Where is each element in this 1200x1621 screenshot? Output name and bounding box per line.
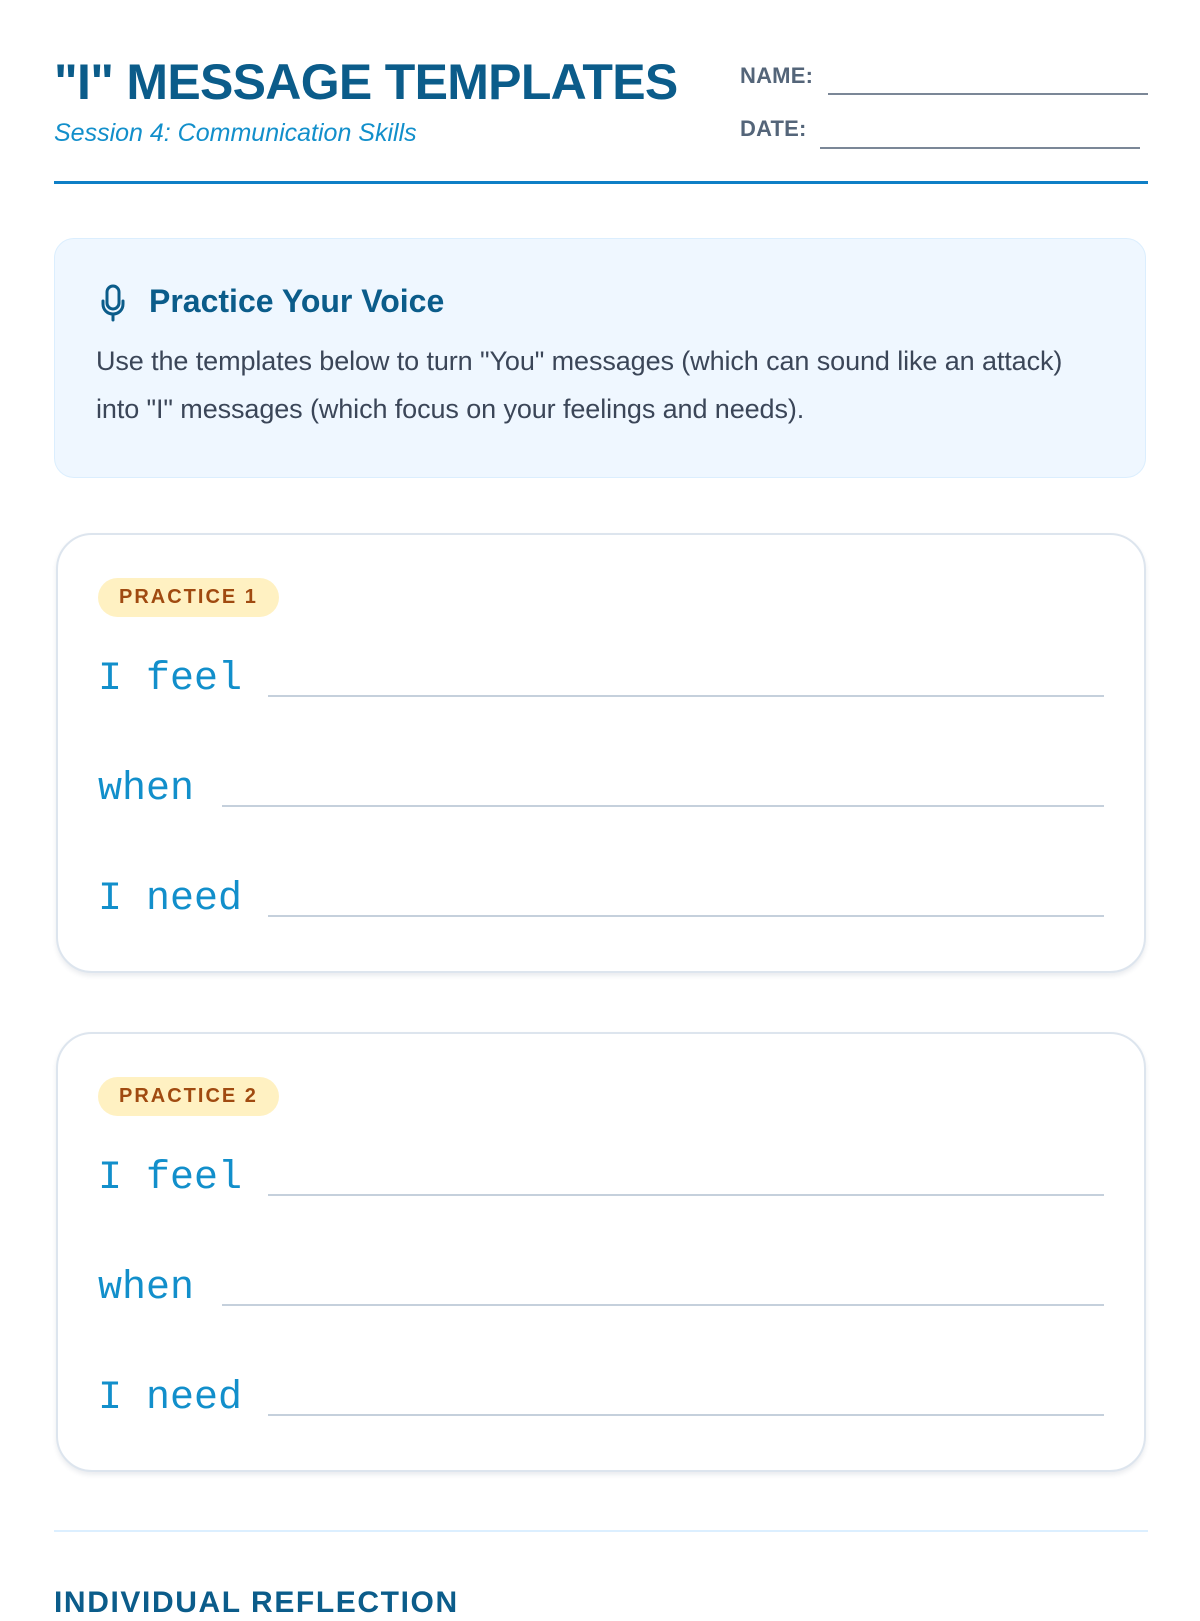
- individual-reflection-heading: INDIVIDUAL REFLECTION: [54, 1586, 459, 1619]
- i-feel-answer-line[interactable]: [268, 1194, 1104, 1196]
- when-row: [98, 1262, 1104, 1318]
- i-need-prompt: I need: [98, 1376, 243, 1421]
- practice-card-1: [56, 533, 1146, 973]
- header-divider: [54, 181, 1148, 184]
- i-feel-prompt: I feel: [98, 1156, 243, 1201]
- i-feel-answer-line[interactable]: [268, 695, 1104, 697]
- i-need-prompt: I need: [98, 877, 243, 922]
- practice-badge: PRACTICE 2: [98, 1077, 279, 1116]
- i-feel-row: [98, 1152, 1104, 1208]
- date-label: DATE:: [740, 116, 807, 141]
- date-field[interactable]: [820, 147, 1140, 149]
- when-row: [98, 763, 1104, 819]
- i-need-answer-line[interactable]: [268, 1414, 1104, 1416]
- microphone-icon: [99, 284, 127, 322]
- practice-card-2: [56, 1032, 1146, 1472]
- page-title: "I" MESSAGE TEMPLATES: [54, 54, 678, 110]
- when-answer-line[interactable]: [222, 1304, 1104, 1306]
- when-prompt: when: [98, 767, 195, 812]
- i-need-answer-line[interactable]: [268, 915, 1104, 917]
- when-answer-line[interactable]: [222, 805, 1104, 807]
- practice-your-voice-heading: Practice Your Voice: [149, 283, 445, 319]
- section-divider: [54, 1530, 1148, 1532]
- i-feel-prompt: I feel: [98, 657, 243, 702]
- i-need-row: [98, 873, 1104, 929]
- worksheet-header: [54, 50, 1148, 180]
- when-prompt: when: [98, 1266, 195, 1311]
- name-field[interactable]: [828, 93, 1148, 95]
- practice-badge: PRACTICE 1: [98, 578, 279, 617]
- i-feel-row: [98, 653, 1104, 709]
- i-need-row: [98, 1372, 1104, 1428]
- practice-instructions-box: [54, 238, 1146, 478]
- name-label: NAME:: [740, 63, 814, 88]
- practice-instructions: Use the templates below to turn "You" messages (which can sound like an attack) into "I" messages (which focus on your feelings and needs).: [96, 346, 1063, 424]
- session-subtitle: Session 4: Communication Skills: [54, 119, 417, 147]
